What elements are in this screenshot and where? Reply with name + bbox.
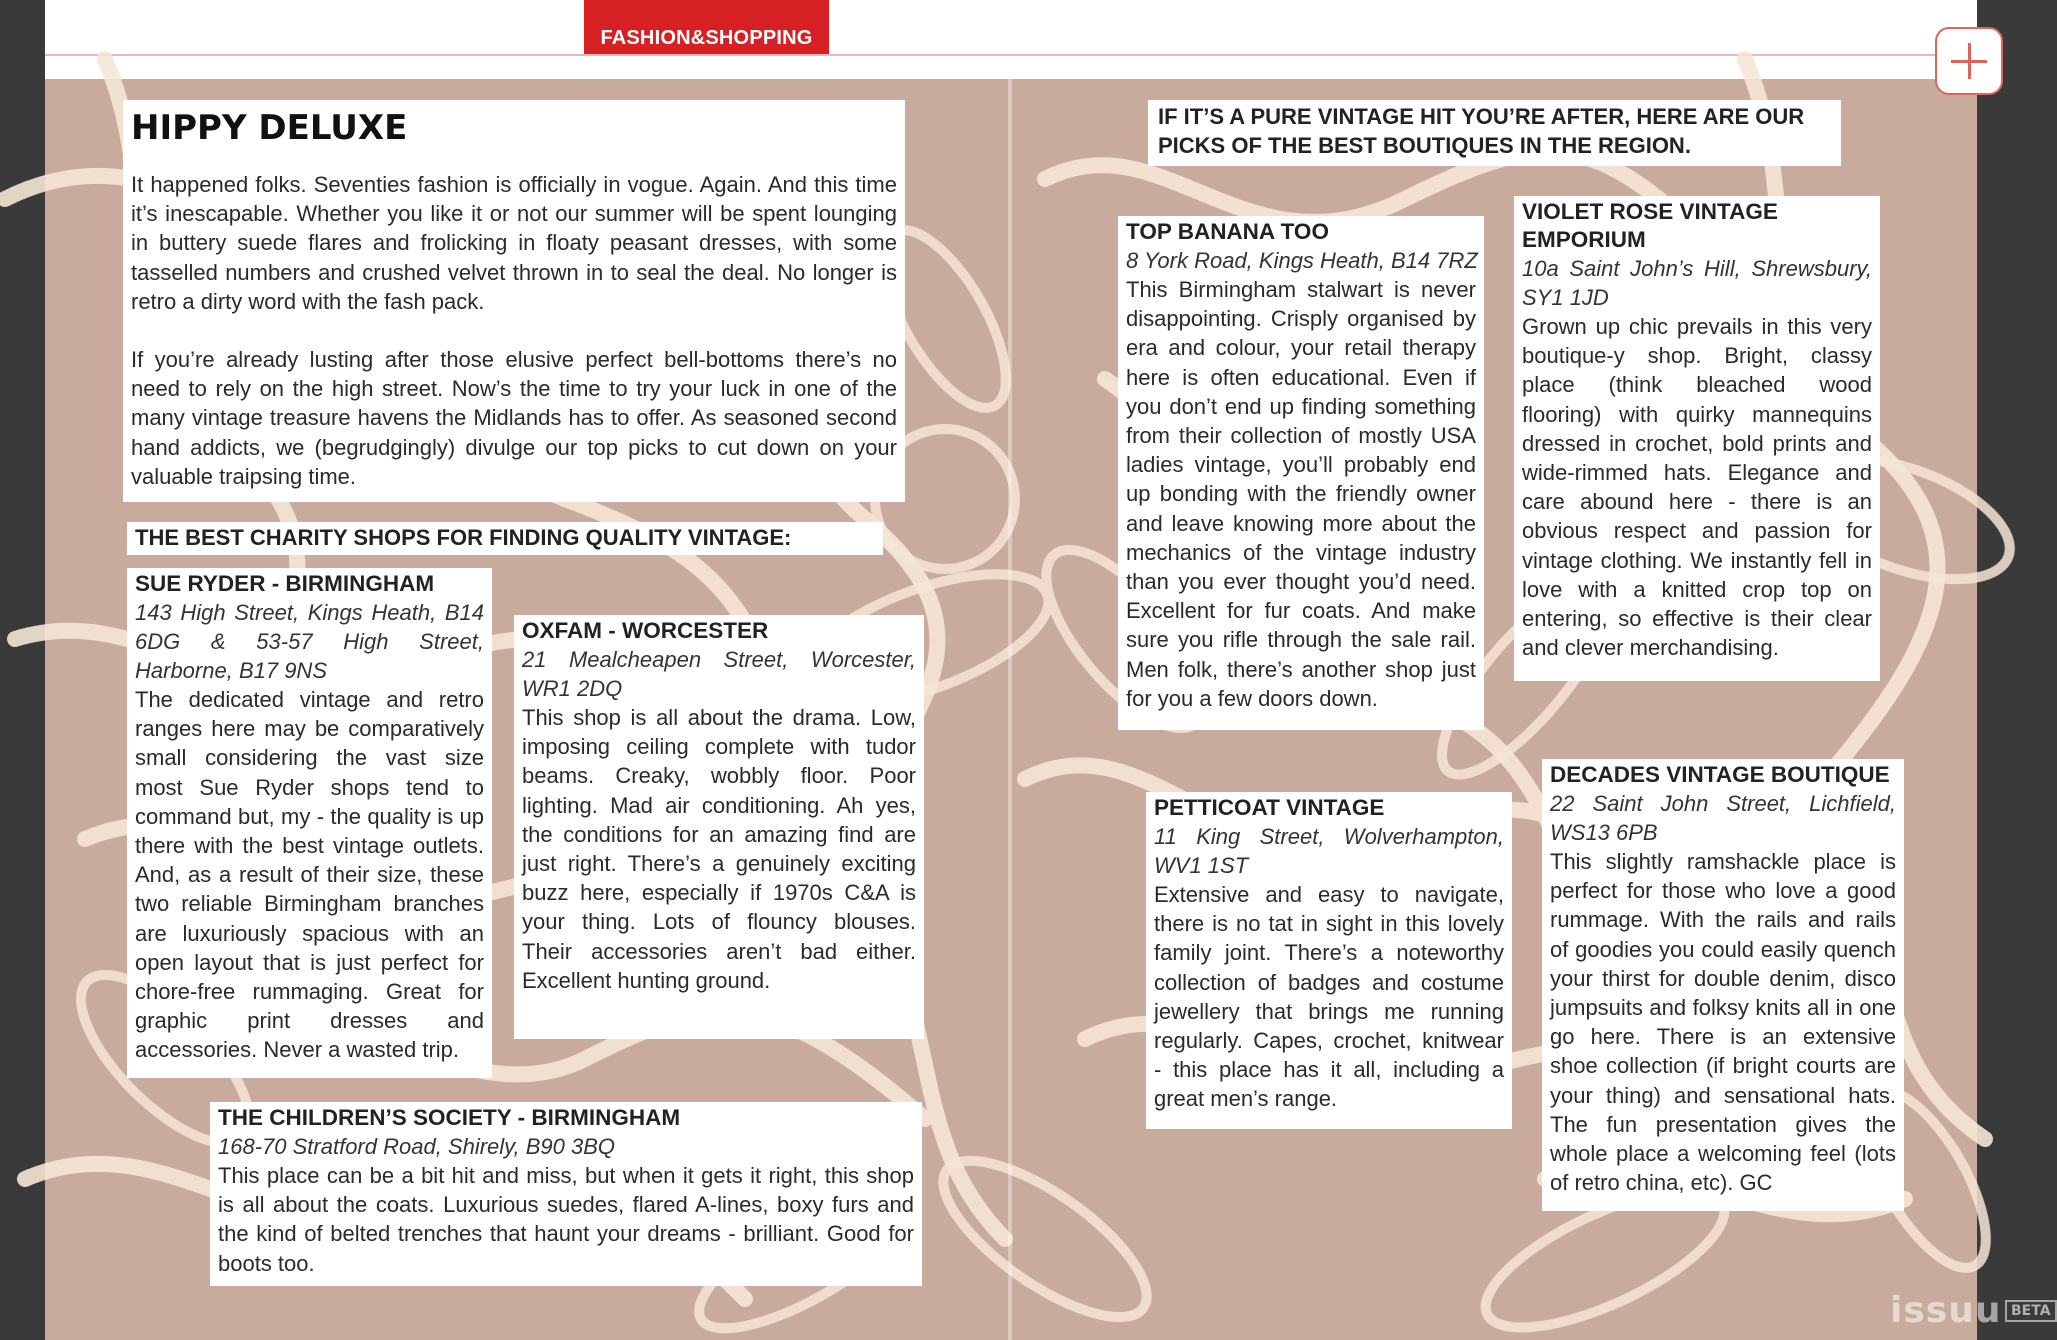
shop-description: This slightly ramshackle place is perfect for those who love a good rummage. With the rails and rails of goodies you could easily quench your thirst for double denim, disco jumpsuits and folksy knits all in one go here. There is an extensive shoe collection (if bright courts are your thing) and sensational hats. The fun presentation gives the whole place a welcoming feel (lots of retro china, etc). GC: [1550, 849, 1896, 1196]
issuu-watermark: issuu: [1890, 1290, 2002, 1331]
shop-description: Extensive and easy to navigate, there is no tat in sight in this lovely family joint. There’s a noteworthy collection of badges and costume jewellery that brings me running regularly. Capes, crochet, knitwear - this place has it all, including a great men’s range.: [1154, 882, 1504, 1112]
shop-description: This place can be a bit hit and miss, but when it gets it right, this shop is all about the coats. Luxurious suedes, flared A-lines, boxy furs and the kind of belted trenches that haunt your dreams - brilliant. Good for boots too.: [218, 1163, 914, 1276]
intro-paragraph-2: If you’re already lusting after those elusive perfect bell-bottoms there’s no need to rely on the high street. Now’s the time to try your luck in one of the many vintage treasure havens the Midlands has to offer. As seasoned second hand addicts, we (begrudgingly) divulge our top picks to cut down on your valuable traipsing time.: [131, 347, 897, 489]
magazine-page: [45, 0, 2051, 1340]
shop-address: 11 King Street, Wolverhampton, WV1 1ST: [1154, 824, 1504, 878]
shop-card-decades: [1542, 759, 1904, 1211]
shop-card-childrens-society: [210, 1102, 922, 1286]
shop-address: 8 York Road, Kings Heath, B14 7RZ: [1126, 248, 1478, 273]
shop-name: VIOLET ROSE VINTAGE EMPORIUM: [1522, 199, 1778, 252]
article-intro-box: [123, 100, 905, 502]
shop-address: 21 Mealcheapen Street, Worcester, WR1 2DQ: [522, 647, 916, 701]
charity-shops-heading: THE BEST CHARITY SHOPS FOR FINDING QUALITY VINTAGE:: [127, 522, 883, 555]
shop-card-sue-ryder: [127, 568, 492, 1078]
shop-name: PETTICOAT VINTAGE: [1154, 795, 1385, 820]
shop-description: The dedicated vintage and retro ranges here may be comparatively small considering the vast size most Sue Ryder shops tend to command but, my - the quality is up there with the best vintage outlets. And, as a result of their size, these two reliable Birmingham branches are luxuriously spacious with an open layout that is just perfect for chore-free rummaging. Great for graphic print dresses and accessories. Never a wasted trip.: [135, 687, 484, 1063]
shop-address: 10a Saint John’s Hill, Shrewsbury, SY1 1JD: [1522, 256, 1872, 310]
add-plus-icon[interactable]: [1935, 27, 2003, 95]
intro-paragraph-1: It happened folks. Seventies fashion is officially in vogue. Again. And this time it’s inescapable. Whether you like it or not our summer will be spent lounging in buttery suede flares and frolicking in floaty peasant dresses, with some tasselled numbers and crushed velvet thrown in to seal the deal. No longer is retro a dirty word with the fash pack.: [131, 172, 897, 314]
shop-address: 168-70 Stratford Road, Shirely, B90 3BQ: [218, 1134, 616, 1159]
shop-address: 143 High Street, Kings Heath, B14 6DG & 53-57 High Street, Harborne, B17 9NS: [135, 600, 484, 683]
shop-card-oxfam: [514, 615, 924, 1039]
beta-badge: BETA: [2005, 1300, 2057, 1322]
shop-name: THE CHILDREN’S SOCIETY - BIRMINGHAM: [218, 1105, 681, 1130]
header-rule: [45, 54, 1977, 56]
shop-card-top-banana: [1118, 216, 1484, 730]
shop-name: TOP BANANA TOO: [1126, 219, 1329, 244]
section-tab: FASHION&SHOPPING: [584, 0, 829, 54]
shop-description: This shop is all about the drama. Low, imposing ceiling complete with tudor beams. Creaky, wobbly floor. Poor lighting. Mad air conditioning. Ah yes, the conditions for an amazing find are just right. There’s a genuinely exciting buzz here, especially if 1970s C&A is your thing. Lots of flouncy blouses. Their accessories aren’t bad either. Excellent hunting ground.: [522, 705, 916, 993]
shop-description: Grown up chic prevails in this very boutique-y shop. Bright, classy place (think bleached wood flooring) with quirky mannequins dressed in crochet, bold prints and wide-rimmed hats. Elegance and care abound here - there is an obvious respect and passion for vintage clothing. We instantly fell in love with a knitted crop top on entering, so effective is their clear and clever merchandising.: [1522, 314, 1872, 661]
shop-description: This Birmingham stalwart is never disappointing. Crisply organised by era and colour, your retail therapy here is often educational. Even if you don’t end up finding something from their collection of mostly USA ladies vintage, you’ll probably end up bonding with the friendly owner and leave knowing more about the mechanics of the vintage industry than you ever thought you’d need. Excellent for fur coats. And make sure you rifle through the sale rail. Men folk, there’s another shop just for you a few doors down.: [1126, 277, 1476, 711]
vintage-boutiques-heading: IF IT’S A PURE VINTAGE HIT YOU’RE AFTER, HERE ARE OUR PICKS OF THE BEST BOUTIQUES IN THE REGION.: [1148, 100, 1841, 166]
shop-address: 22 Saint John Street, Lichfield, WS13 6PB: [1550, 791, 1896, 845]
shop-card-petticoat: [1146, 792, 1512, 1129]
shop-card-violet-rose: [1514, 196, 1880, 681]
shop-name: OXFAM - WORCESTER: [522, 618, 769, 643]
shop-name: SUE RYDER - BIRMINGHAM: [135, 571, 435, 596]
article-title: HIPPY DELUXE: [131, 108, 408, 148]
shop-name: DECADES VINTAGE BOUTIQUE: [1550, 762, 1890, 787]
page-spine: [1008, 79, 1012, 1340]
